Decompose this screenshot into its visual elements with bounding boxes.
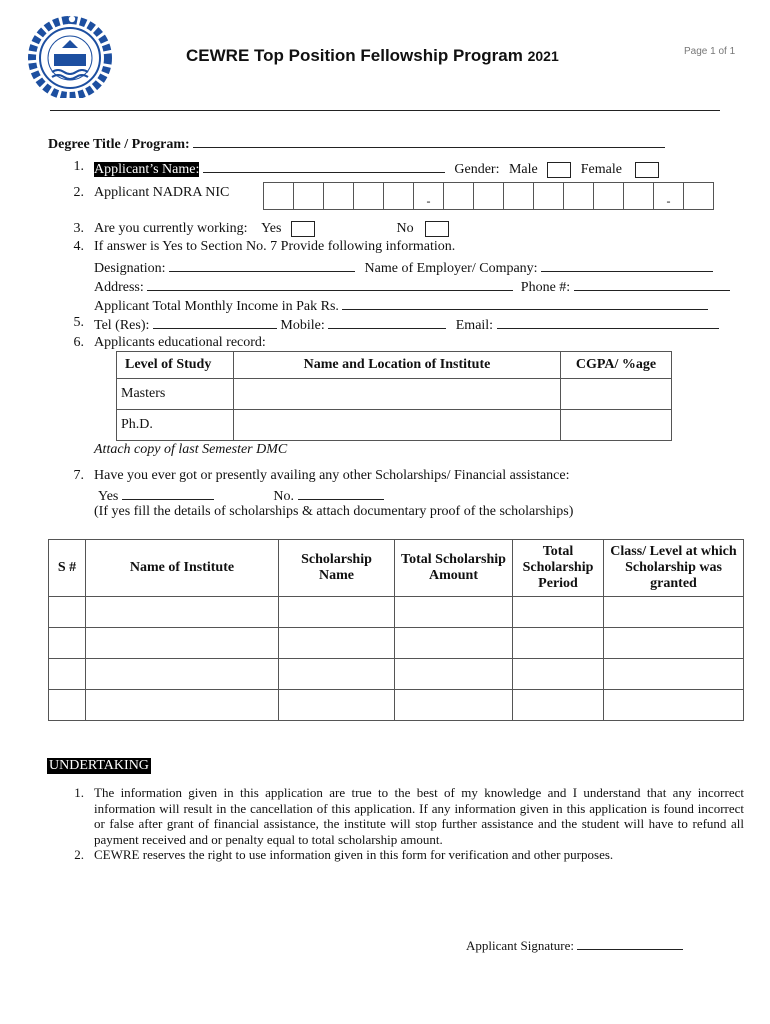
working-label: Are you currently working:: [94, 221, 248, 237]
sch-cell[interactable]: [49, 597, 86, 628]
contact-row: [94, 315, 719, 334]
employer-field[interactable]: [541, 258, 713, 272]
sch-cell[interactable]: [604, 597, 744, 628]
sch-header-name: Scholarship Name: [279, 540, 395, 597]
signature-row: [466, 936, 683, 954]
form-title: [186, 46, 559, 66]
degree-row: [48, 134, 665, 153]
undertaking-heading: UNDERTAKING: [49, 758, 149, 773]
title-text: CEWRE Top Position Fellowship Program: [186, 46, 523, 65]
title-year: 2021: [527, 48, 559, 64]
undertaking-item1: The information given in this application are true to the best of my knowledge and I understand that any incorrect information will result in the cancellation of this application. If any information given in this application is found incorrect or false after grant of financial assistance, the institute will stop further assistance and the student will have to refund all payment received and or penalty equal to total scholarship amount.: [94, 785, 744, 847]
undertaking-item2: CEWRE reserves the right to use information given in this form for verification and other purposes.: [94, 847, 614, 862]
sch-cell[interactable]: [49, 659, 86, 690]
tel-field[interactable]: [153, 315, 277, 329]
sch-cell[interactable]: [395, 597, 513, 628]
edu-header-cgpa: CGPA/ %age: [561, 352, 672, 379]
q7-no-field[interactable]: [298, 486, 384, 500]
sch-cell[interactable]: [395, 628, 513, 659]
edu-institute-cell[interactable]: [234, 410, 561, 441]
sch-cell[interactable]: [279, 628, 395, 659]
q7-yes-label: Yes: [98, 489, 119, 504]
scholarship-table: [48, 539, 744, 721]
address-label: Address:: [94, 280, 144, 295]
education-table: [116, 351, 672, 441]
designation-row: [94, 258, 713, 277]
gender-label: Gender:: [454, 162, 500, 177]
signature-field[interactable]: [577, 936, 683, 950]
applicant-name-label: Applicant’s Name:: [94, 162, 200, 177]
edu-header-level: Level of Study: [117, 352, 234, 379]
applicant-name-field[interactable]: [203, 159, 445, 173]
sch-cell[interactable]: [604, 690, 744, 721]
phone-label: Phone #:: [520, 280, 571, 295]
sch-cell[interactable]: [395, 690, 513, 721]
q3-number: 3.: [73, 221, 84, 236]
phone-field[interactable]: [574, 277, 730, 291]
table-row: [49, 597, 744, 628]
sch-cell[interactable]: [49, 628, 86, 659]
q3-row: [94, 221, 449, 237]
sch-cell[interactable]: [604, 659, 744, 690]
working-yes-checkbox[interactable]: [291, 221, 315, 237]
sch-cell[interactable]: [86, 659, 279, 690]
nic-box[interactable]: [474, 183, 504, 210]
working-yes-label: Yes: [261, 221, 282, 237]
female-label: Female: [580, 162, 622, 177]
nic-box[interactable]: [384, 183, 414, 210]
nic-box[interactable]: [354, 183, 384, 210]
q1-number: 1.: [73, 159, 84, 174]
nic-box[interactable]: [294, 183, 324, 210]
nic-box[interactable]: [324, 183, 354, 210]
nic-box[interactable]: [504, 183, 534, 210]
sch-cell[interactable]: [49, 690, 86, 721]
q7-answer-row: [98, 486, 384, 505]
email-field[interactable]: [497, 315, 719, 329]
income-field[interactable]: [342, 296, 708, 310]
working-no-label: No: [396, 221, 414, 237]
sch-header-institute: Name of Institute: [86, 540, 279, 597]
male-label: Male: [508, 162, 538, 177]
q6-label: Applicants educational record:: [94, 335, 266, 350]
undertaking-item2-number: 2.: [74, 847, 84, 862]
q1-row: [94, 159, 659, 178]
sch-cell[interactable]: [279, 597, 395, 628]
sch-cell[interactable]: [513, 597, 604, 628]
sch-header-amount: Total Scholarship Amount: [395, 540, 513, 597]
sch-cell[interactable]: [279, 690, 395, 721]
address-field[interactable]: [147, 277, 513, 291]
sch-cell[interactable]: [86, 597, 279, 628]
nic-box[interactable]: [684, 183, 714, 210]
designation-field[interactable]: [169, 258, 355, 272]
q7-note: (If yes fill the details of scholarships & attach documentary proof of the scholarships): [94, 504, 574, 519]
employer-label: Name of Employer/ Company:: [364, 261, 538, 276]
sch-cell[interactable]: [513, 659, 604, 690]
cewre-logo: [26, 14, 114, 103]
q6-number: 6.: [73, 335, 84, 350]
q7-yes-field[interactable]: [122, 486, 214, 500]
sch-cell[interactable]: [86, 628, 279, 659]
nic-box[interactable]: [564, 183, 594, 210]
nic-box[interactable]: [594, 183, 624, 210]
q2-number: 2.: [73, 185, 84, 200]
q7-label: Have you ever got or presently availing any other Scholarships/ Financial assistance:: [94, 468, 570, 483]
degree-label: Degree Title / Program:: [48, 137, 190, 152]
nic-boxes[interactable]: [263, 182, 714, 210]
email-label: Email:: [455, 318, 494, 333]
nic-box[interactable]: [264, 183, 294, 210]
income-label: Applicant Total Monthly Income in Pak Rs.: [94, 299, 339, 314]
sch-cell[interactable]: [513, 628, 604, 659]
working-no-checkbox[interactable]: [425, 221, 449, 237]
sch-header-level: Class/ Level at which Scholarship was granted: [604, 540, 744, 597]
edu-header-institute: Name and Location of Institute: [234, 352, 561, 379]
sch-cell[interactable]: [86, 690, 279, 721]
address-row: [94, 277, 730, 296]
sch-cell[interactable]: [513, 690, 604, 721]
nic-dash: -: [414, 183, 444, 210]
edu-institute-cell[interactable]: [234, 379, 561, 410]
sch-cell[interactable]: [279, 659, 395, 690]
q4-label: If answer is Yes to Section No. 7 Provide following information.: [94, 239, 456, 254]
sch-header-sno: S #: [49, 540, 86, 597]
edu-level-masters: Masters: [117, 379, 234, 410]
table-row: [49, 690, 744, 721]
undertaking-item1-number: 1.: [74, 785, 84, 800]
sch-header-period: Total Scholarship Period: [513, 540, 604, 597]
q7-number: 7.: [73, 468, 84, 483]
nic-box[interactable]: [534, 183, 564, 210]
table-row: [117, 379, 672, 410]
income-row: [94, 296, 708, 315]
nic-dash: -: [654, 183, 684, 210]
female-checkbox[interactable]: [635, 162, 659, 178]
sch-cell[interactable]: [604, 628, 744, 659]
q5-number: 5.: [73, 315, 84, 330]
nic-box[interactable]: [444, 183, 474, 210]
edu-level-phd: Ph.D.: [117, 410, 234, 441]
designation-label: Designation:: [94, 261, 166, 276]
q4-number: 4.: [73, 239, 84, 254]
edu-cgpa-cell[interactable]: [561, 379, 672, 410]
q7-no-label: No.: [273, 489, 294, 504]
mobile-label: Mobile:: [280, 318, 325, 333]
degree-field[interactable]: [193, 134, 665, 148]
nic-box[interactable]: [624, 183, 654, 210]
male-checkbox[interactable]: [547, 162, 571, 178]
sch-cell[interactable]: [395, 659, 513, 690]
signature-label: Applicant Signature:: [466, 938, 574, 953]
attach-note: Attach copy of last Semester DMC: [94, 442, 288, 457]
table-row: [49, 628, 744, 659]
page-number: Page 1 of 1: [684, 46, 736, 57]
tel-label: Tel (Res):: [94, 318, 150, 333]
edu-cgpa-cell[interactable]: [561, 410, 672, 441]
table-row: [49, 659, 744, 690]
nic-label: Applicant NADRA NIC: [94, 185, 230, 200]
header-rule: [50, 110, 720, 111]
mobile-field[interactable]: [328, 315, 446, 329]
table-row: [117, 410, 672, 441]
